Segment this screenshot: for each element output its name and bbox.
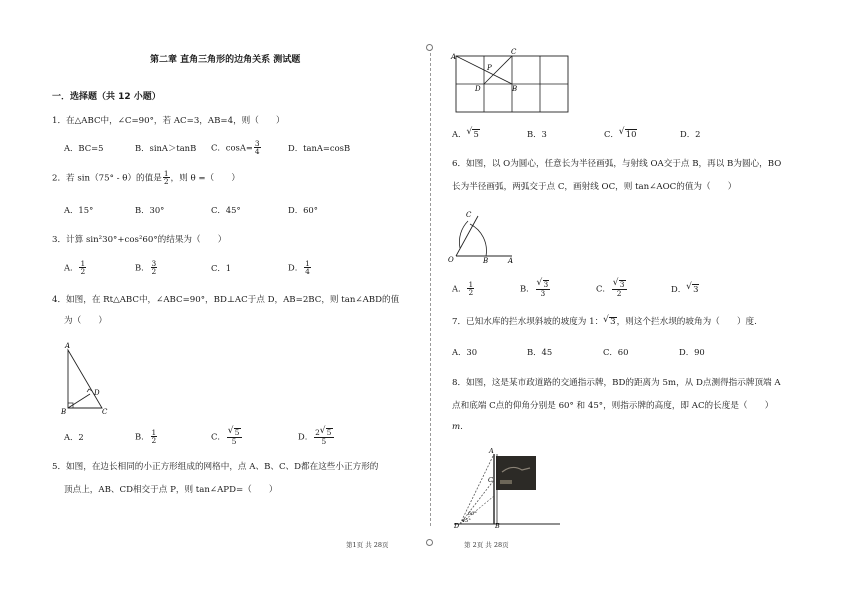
question-8-stem-line2: 点和底端 C点的仰角分别是 60° 和 45°，则指示牌的高度，即 AC的长度是（ ） (452, 401, 774, 411)
fraction: √ $\frac{5}{5}$ (227, 428, 242, 446)
question-3-stem: 3．计算 sin²30°+cos²60°的结果为（ ） (52, 235, 227, 245)
q4-option-d: D． $\frac{2√ 5}{5}$ (298, 428, 335, 446)
question-2-stem: 2．若 sin（75° - θ）的值是 $\frac{1}{2}$ ，则 θ =（ ） (52, 169, 240, 187)
label-b: B (483, 257, 489, 264)
fraction: √ $\frac{3}{3}$ (536, 280, 551, 298)
label-angle-60: 60° (468, 511, 477, 517)
label-o: O (448, 256, 454, 264)
q6-option-a: A． $\frac{1}{2}$ (452, 279, 474, 298)
label-a: A (65, 342, 71, 350)
label-c: C (511, 48, 517, 56)
q4-option-a: A．2 (64, 431, 84, 442)
q3-option-c: C．1 (211, 262, 232, 273)
q7-option-d: D．90 (679, 347, 705, 357)
question-7-stem: 7．已知水库的拦水坝斜坡的坡度为 1：√ 3，则这个拦水坝的坡角为（ ）度. (452, 315, 757, 327)
q1-option-d: D．tanA=cosB (288, 142, 351, 153)
q6-option-b: B． √ $\frac{3}{3}$ (520, 280, 596, 298)
question-4-stem-line2: 为（ ） (64, 316, 107, 326)
q6-option-c: C． √ $\frac{3}{2}$ (596, 280, 671, 298)
label-c: C (488, 476, 493, 484)
q1-option-a: A．BC=5 (64, 142, 104, 153)
question-6-stem-line2: 长为半径画弧，两弧交于点 C，画射线 OC，则 tan∠AOC的值为（ ） (452, 182, 737, 192)
question-2-options (64, 204, 318, 216)
q6-construction-figure (446, 208, 526, 264)
q2-option-c: C．45° (211, 205, 241, 215)
label-d: D (454, 522, 460, 528)
label-c: C (466, 211, 472, 219)
right-page (430, 0, 860, 608)
fraction: $\frac{3}{4}$ (254, 139, 260, 157)
q2-option-d: D．60° (288, 205, 318, 215)
q5-option-c: C．√ 10 (604, 128, 680, 140)
question-4-options (64, 428, 335, 446)
question-1-options (64, 140, 350, 156)
question-6-stem-line1: 6．如图，以 O为圆心，任意长为半径画弧，与射线 OA交于点 B，再以 B为圆心，BO (452, 159, 782, 169)
fraction: $\frac{1}{2}$ (163, 169, 169, 187)
fraction: $\frac{1}{2}$ (468, 279, 474, 298)
page-footer: 第1页 共 28页 (346, 541, 389, 549)
q1-option-b: B．sinA＞tanB (135, 142, 197, 153)
q4-option-b: B． $\frac{1}{2}$ (135, 427, 157, 446)
label-d: D (475, 85, 481, 93)
q1-option-c: C．cosA= $\frac{3}{4}$ (211, 139, 260, 157)
fraction: √ $\frac{3}{2}$ (612, 280, 627, 298)
question-4-stem-line1: 4．如图，在 Rt△ABC中，∠ABC=90°，BD⊥AC于点 D，AB=2BC，则 tan∠ABD的值 (52, 295, 400, 305)
label-a: A (451, 53, 457, 61)
q4-option-c: C． √ $\frac{5}{5}$ (211, 428, 298, 446)
q8-sign-figure (450, 446, 562, 528)
question-5-stem-line1: 5．如图，在边长相同的小正方形组成的网格中，点 A、B、C、D都在这些小正方形的 (52, 462, 379, 472)
question-5-options (452, 128, 700, 140)
q3-option-b: B． $\frac{3}{2}$ (135, 259, 157, 277)
label-c: C (102, 408, 108, 416)
fraction: $\frac{1}{2}$ (80, 259, 86, 277)
q2-option-b: B．30° (135, 205, 165, 215)
question-7-options (452, 346, 705, 358)
q4-triangle-figure (58, 340, 118, 416)
fraction: $\frac{3}{2}$ (151, 259, 157, 277)
label-b: B (512, 85, 518, 93)
fraction: $\frac{1}{4}$ (305, 259, 310, 277)
label-a: A (508, 257, 514, 264)
question-1-stem: 1．在△ABC中，∠C=90°，若 AC=3，AB=4，则（ ） (52, 116, 285, 126)
label-b: B (61, 408, 67, 416)
q2-option-a: A．15° (64, 205, 94, 215)
label-d: D (94, 389, 100, 397)
label-p: P (487, 64, 492, 72)
page-title: 第二章 直角三角形的边角关系 测试题 (150, 55, 301, 65)
q3-option-a: A． $\frac{1}{2}$ (64, 259, 86, 277)
q5-grid-figure (450, 48, 574, 118)
question-8-stem-line1: 8．如图，这是某市政道路的交通指示牌，BD的距离为 5m，从 D点测得指示牌顶端 A (452, 378, 781, 388)
page-footer: 第 2页 共 28页 (464, 541, 509, 549)
question-6-options (452, 280, 699, 298)
q7-option-a: A．30 (452, 347, 478, 357)
question-8-stem-line3: m. (452, 422, 463, 432)
section-heading: 一．选择题（共 12 小题） (52, 92, 161, 102)
fraction: $\frac{1}{2}$ (151, 427, 157, 446)
label-angle-45: 45° (462, 518, 471, 524)
q5-option-d: D．2 (680, 129, 701, 139)
label-a: A (489, 447, 494, 455)
q5-option-b: B．3 (527, 129, 547, 139)
question-3-options (64, 260, 312, 276)
fraction: $\frac{2√ 5}{5}$ (314, 428, 333, 446)
q7-option-b: B．45 (527, 347, 553, 357)
q6-option-d: D．√ 3 (671, 283, 699, 295)
question-5-stem-line2: 顶点上，AB、CD相交于点 P，则 tan∠APD=（ ） (64, 485, 278, 495)
q5-option-a: A．√ 5 (452, 128, 527, 140)
q7-option-c: C．60 (603, 347, 629, 357)
label-b: B (495, 522, 500, 528)
q3-option-d: D． $\frac{1}{4}$ (288, 259, 310, 277)
